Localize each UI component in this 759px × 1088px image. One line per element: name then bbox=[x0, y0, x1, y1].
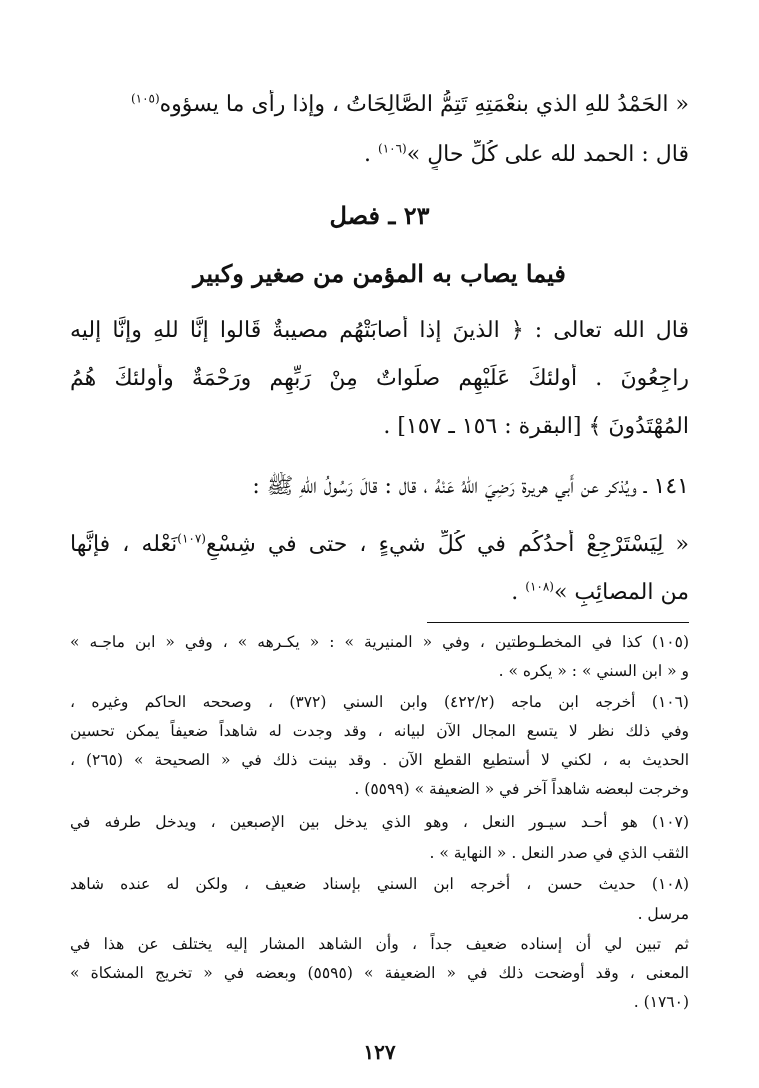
footnote-108-line-3: ثم تبين لي أن إسناده ضعيف جداً ، وأن الشاهد المشار إليه يختلف عن هذا في bbox=[70, 935, 689, 953]
footnote-108-line-2: مرسل . bbox=[637, 905, 689, 923]
intro-line-2 bbox=[70, 140, 689, 170]
quran-line-1: قال الله تعالى : ﴿ الذينَ إذا أَصابَتْهُم مصيبةٌ قَالوا إنَّا للهِ وإنَّا إليه bbox=[70, 318, 689, 343]
footnote-108-line-4: المعنى ، وقد أوضحت ذلك في « الضعيفة » (٥٥٩٥) وبعضه في « تخريج المشكاة » bbox=[70, 964, 689, 982]
section-title: ٢٣ ـ فصل bbox=[329, 201, 430, 230]
footnote-106-line-2: وفي ذلك نظر لا يتسع المجال الآن لبيانه ، وقد وجدت له شاهداً ضعيفاً يمكن تحسين bbox=[70, 722, 689, 740]
quran-line-3: المُهْتَدُونَ ﴾ [البقرة : ١٥٦ ـ ١٥٧] . bbox=[383, 414, 689, 439]
hadith-line-1: ١٤١ ـ ويُذكر عن أَبي هريرة رَضِيَ اللهُ عَنْهُ ، قال : قالَ رَسُولُ اللهِ ﷺ : bbox=[252, 474, 689, 499]
section-subtitle: فيما يصاب به المؤمن من صغير وكبير bbox=[193, 259, 566, 288]
footnote-106-line-3: الحديث به ، لكني لا أستطيع القطع الآن . وقد بينت ذلك في « الصحيحة » (٢٦٥) ، bbox=[70, 751, 689, 769]
footnote-106-line-4: وخرجت لبعضه شاهداً آخر في « الضعيفة » (٥٥٩٩) . bbox=[354, 780, 689, 798]
footnote-108-line-5: (١٧٦٠) . bbox=[633, 993, 689, 1011]
footnote-107-line-1: (١٠٧) هو أحـد سيـور النعل ، وهو الذي يدخل بين الإصبعين ، ويدخل طرفه في bbox=[70, 813, 689, 831]
hadith-text-3: من المصائِبِ » bbox=[553, 580, 689, 605]
intro-line-1 bbox=[70, 90, 689, 120]
footnote-108-line-1: (١٠٨) حديث حسن ، أخرجه ابن السني بإسناد ضعيف ، ولكن له عنده شاهد bbox=[70, 875, 689, 893]
footnote-ref-108: (١٠٨) bbox=[525, 579, 554, 594]
footnote-105-line-1: (١٠٥) كذا في المخطـوطتين ، وفي « المنيرية » : « يكـرهه » ، وفي « ابن ماجـه » bbox=[70, 633, 689, 651]
intro-end: . bbox=[364, 142, 379, 167]
hadith-end: . bbox=[511, 580, 526, 605]
footnote-ref-106: (١٠٦) bbox=[378, 141, 407, 156]
footnote-107-line-2: الثقب الذي في صدر النعل . « النهاية » . bbox=[429, 844, 689, 862]
hadith-line-2 bbox=[70, 530, 689, 560]
quran-line-2: راجِعُونَ . أُولئكَ عَلَيْهِم صلَواتٌ مِنْ رَبِّهِم ورَحْمَةٌ وأُولئكَ هُمُ bbox=[70, 366, 689, 391]
hadith-text-2a: « لِيَسْتَرْجِعْ أَحدُكُم في كُلِّ شيءٍ ، حتى في شِسْعِ bbox=[205, 532, 689, 557]
page-number: ١٢٧ bbox=[363, 1040, 396, 1064]
footnote-106-line-1: (١٠٦) أخرجه ابن ماجه (٤٢٢/٢) وابن السني (٣٧٢) ، وصححه الحاكم وغيره ، bbox=[70, 693, 689, 711]
footnote-divider bbox=[427, 622, 689, 623]
intro-text-1: « الحَمْدُ للهِ الذي بنعْمَتِهِ تَتِمُّ الصَّالِحَاتُ ، وإذا رأى ما يسؤوه bbox=[159, 92, 689, 117]
intro-text-2: قال : الحمد لله على كُلِّ حالٍ » bbox=[406, 142, 689, 167]
footnote-ref-107: (١٠٧) bbox=[177, 531, 206, 546]
footnote-105-line-2: و « ابن السني » : « يكره » . bbox=[498, 662, 689, 680]
hadith-text-2b: نَعْله ، فإنَّها bbox=[70, 532, 178, 557]
footnote-ref-105: (١٠٥) bbox=[130, 91, 160, 106]
hadith-line-3 bbox=[70, 578, 689, 608]
